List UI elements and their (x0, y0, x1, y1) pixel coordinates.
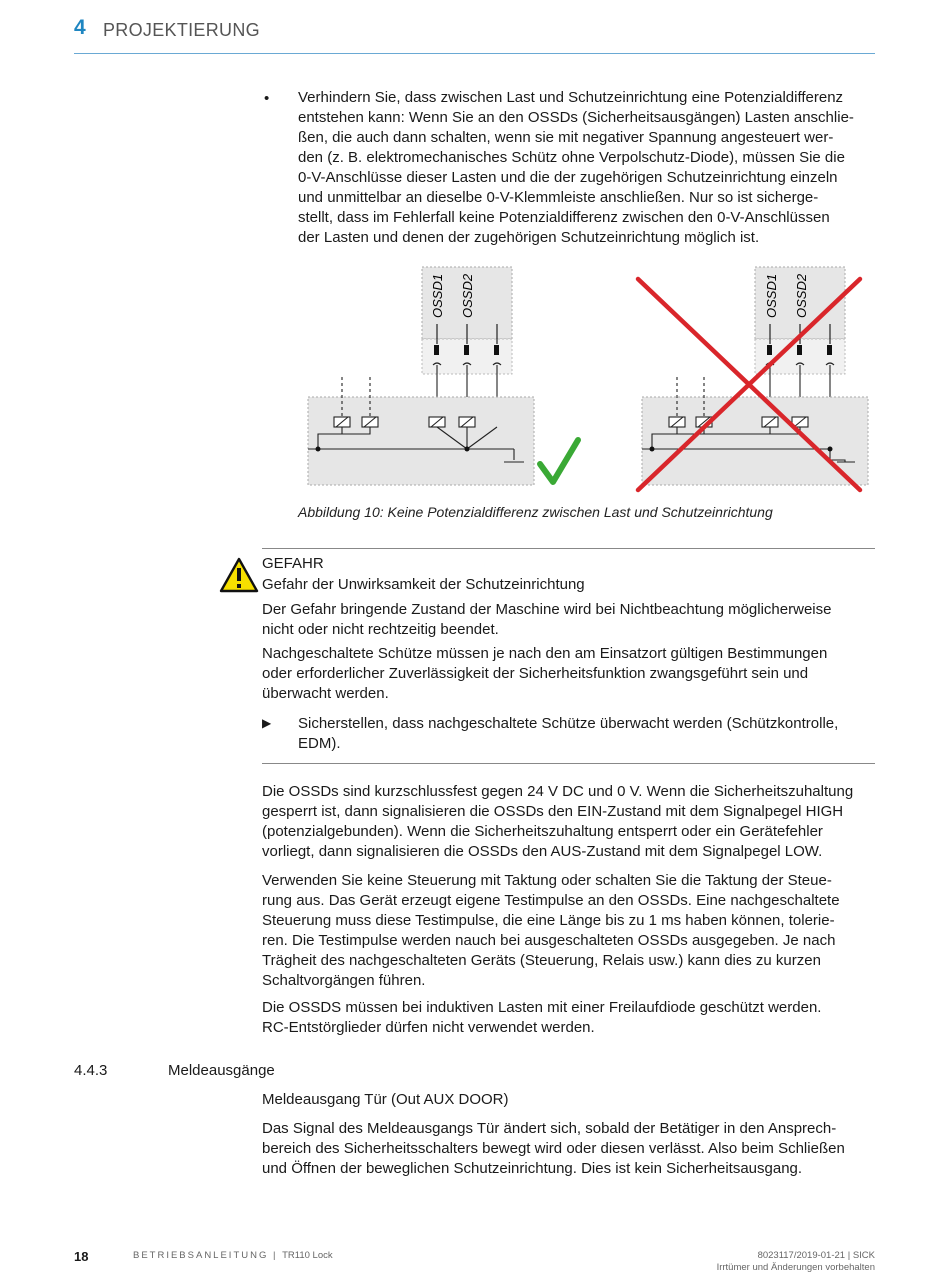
text-line: entstehen kann: Wenn Sie an den OSSDs (Sicherheitsausgängen) Lasten anschlie- (298, 109, 854, 126)
text-line: Steuerung muss diese Testimpulse, die eine Länge bis zu 1 ms haben können, tolerie- (262, 912, 835, 929)
warning-paragraph (262, 600, 831, 640)
footer-document-title (133, 1250, 333, 1261)
ossd1-label: OSSD1 (430, 273, 445, 318)
warning-paragraph (262, 644, 827, 704)
warning-top-rule (262, 548, 875, 549)
document-reference: 8023117/2019-01-21 | SICK (757, 1250, 875, 1261)
page-number: 18 (74, 1249, 89, 1264)
warning-action (298, 714, 838, 754)
text-line: oder erforderlicher Zuverlässigkeit der Sicherheitsfunktion zwangsgeführt sein und (262, 665, 809, 682)
text-line: rung aus. Das Gerät erzeugt eigene Testimpulse an den OSSDs. Eine nachgeschaltete (262, 892, 840, 909)
body-paragraph (262, 871, 840, 991)
body-paragraph (262, 782, 853, 862)
section-title: Meldeausgänge (168, 1062, 275, 1079)
product-name: TR110 Lock (282, 1250, 333, 1261)
text-line: Sicherstellen, dass nachgeschaltete Schütze überwacht werden (Schützkontrolle, (298, 715, 839, 732)
doc-type: BETRIEBSANLEITUNG (133, 1250, 269, 1261)
text-line: und unmittelbar an dieselbe 0-V-Klemmleiste anschließen. Nur so ist sicherge- (298, 189, 819, 206)
text-line: der Lasten und denen der zugehörigen Schutzeinrichtung möglich ist. (298, 229, 760, 246)
section-number: 4.4.3 (74, 1062, 108, 1079)
text-line: Nachgeschaltete Schütze müssen je nach den am Einsatzort gültigen Bestimmungen (262, 645, 828, 662)
text-line: (potenzialgebunden). Wenn die Sicherheitszuhaltung entsperrt oder ein Gerätefehler (262, 823, 823, 840)
bullet-paragraph (298, 88, 878, 248)
text-line: gesperrt ist, dann signalisieren die OSSDs den EIN-Zustand mit dem Signalpegel HIGH (262, 803, 844, 820)
warning-triangle-icon (219, 557, 259, 593)
text-line: nicht oder nicht rechtzeitig beendet. (262, 621, 499, 638)
section-paragraph (262, 1119, 845, 1179)
text-line: RC-Entstörglieder dürfen nicht verwendet werden. (262, 1019, 595, 1036)
wiring-diagram (300, 262, 880, 502)
text-line: Trägheit des nachgeschalteten Geräts (Steuerung, Relais usw.) kann dies zu kurzen (262, 952, 821, 969)
warning-subtitle: Gefahr der Unwirksamkeit der Schutzeinrichtung (262, 576, 585, 593)
footer-separator: | (268, 1250, 283, 1261)
disclaimer: Irrtümer und Änderungen vorbehalten (716, 1262, 875, 1273)
text-line: stellt, dass im Fehlerfall keine Potenzialdifferenz zwischen den 0-V-Anschlüssen (298, 209, 830, 226)
text-line: ßen, die auch dann schalten, wenn sie mit negativer Spannung angesteuert wer- (298, 129, 834, 146)
subsection-title: Meldeausgang Tür (Out AUX DOOR) (262, 1091, 509, 1108)
text-line: den (z. B. elektromechanisches Schütz ohne Verpolschutz-Diode), müssen Sie die (298, 149, 845, 166)
chapter-number: 4 (74, 16, 86, 39)
warning-title: GEFAHR (262, 555, 324, 572)
text-line: 0-V-Anschlüsse dieser Lasten und die der zugehörigen Schutzeinrichtung einzeln (298, 169, 838, 186)
check-icon (540, 440, 578, 482)
correct-wiring-diagram (308, 267, 578, 485)
action-arrow-icon: ▶ (262, 716, 272, 730)
text-line: Das Signal des Meldeausgangs Tür ändert sich, sobald der Betätiger in den Ansprech- (262, 1120, 837, 1137)
text-line: vorliegt, dann signalisieren die OSSDs den AUS-Zustand mit dem Signalpegel LOW. (262, 843, 823, 860)
text-line: Verwenden Sie keine Steuerung mit Taktung oder schalten Sie die Taktung der Steue- (262, 872, 832, 889)
header-rule (74, 53, 875, 54)
bullet-dot: • (264, 90, 270, 107)
text-line: Die OSSDs sind kurzschlussfest gegen 24 V DC und 0 V. Wenn die Sicherheitszuhaltung (262, 783, 854, 800)
text-line: Schaltvorgängen führen. (262, 972, 426, 989)
chapter-title: PROJEKTIERUNG (103, 20, 260, 40)
incorrect-wiring-diagram (638, 267, 868, 490)
ossd2-label: OSSD2 (460, 273, 475, 318)
figure-caption: Abbildung 10: Keine Potenzialdifferenz zwischen Last und Schutzeinrichtung (298, 504, 773, 520)
text-line: überwacht werden. (262, 685, 389, 702)
footer-right (717, 1250, 875, 1274)
ossd2-label: OSSD2 (794, 273, 809, 318)
warning-bottom-rule (262, 763, 875, 764)
body-paragraph (262, 998, 821, 1038)
text-line: bereich des Sicherheitsschalters bewegt wird oder diesen verlässt. Also beim Schließen (262, 1140, 845, 1157)
ossd1-label: OSSD1 (764, 273, 779, 318)
text-line: EDM). (298, 735, 341, 752)
text-line: Die OSSDS müssen bei induktiven Lasten mit einer Freilaufdiode geschützt werden. (262, 999, 822, 1016)
text-line: ren. Die Testimpulse werden nauch bei ausgeschalteten OSSDs ausgegeben. Je nach (262, 932, 836, 949)
text-line: und Öffnen der beweglichen Schutzeinrichtung. Dies ist kein Sicherheitsausgang. (262, 1160, 803, 1177)
text-line: Der Gefahr bringende Zustand der Maschine wird bei Nichtbeachtung möglicherweise (262, 601, 832, 618)
text-line: Verhindern Sie, dass zwischen Last und Schutzeinrichtung eine Potenzialdifferenz (298, 89, 844, 106)
